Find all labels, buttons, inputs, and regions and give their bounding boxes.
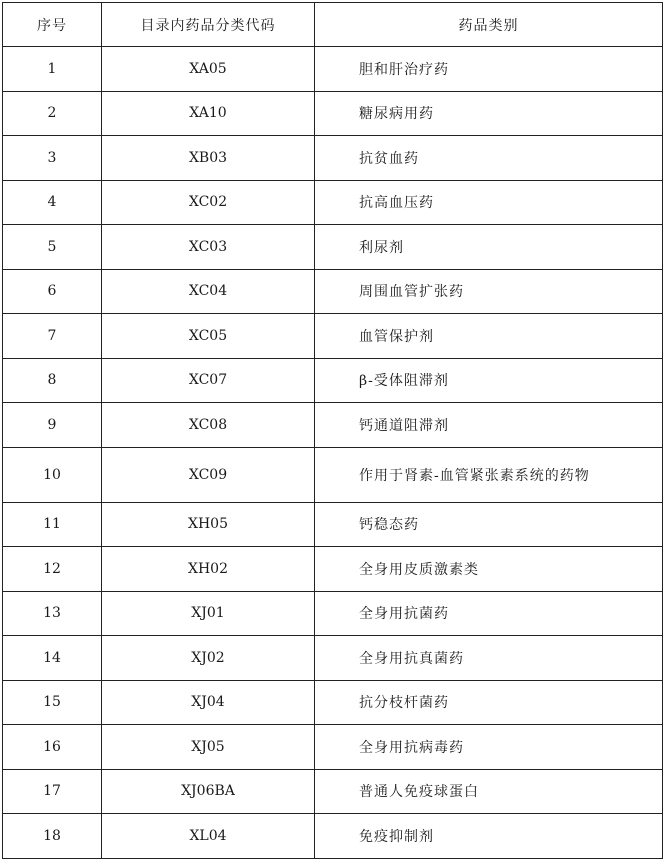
table-row: [3, 814, 663, 859]
table-row: [3, 502, 663, 547]
table-row: [3, 47, 663, 92]
table-row: [3, 358, 663, 403]
row-category: 免疫抑制剂: [315, 814, 663, 859]
row-code: XC04: [102, 269, 315, 314]
row-code: XL04: [102, 814, 315, 859]
row-code: XJ06BA: [102, 769, 315, 814]
row-number: 6: [3, 269, 102, 314]
row-number: 12: [3, 547, 102, 592]
row-code: XC05: [102, 314, 315, 359]
table-row: [3, 225, 663, 270]
row-code: XC07: [102, 358, 315, 403]
table-row: [3, 314, 663, 359]
row-category: 全身用抗真菌药: [315, 636, 663, 681]
row-number: 18: [3, 814, 102, 859]
row-category: 全身用皮质激素类: [315, 547, 663, 592]
header-category: 药品类别: [315, 3, 663, 47]
row-number: 14: [3, 636, 102, 681]
table-header: [3, 3, 663, 47]
drug-category-table: [2, 2, 663, 859]
row-number: 9: [3, 403, 102, 448]
table-row: [3, 680, 663, 725]
row-number: 4: [3, 180, 102, 225]
row-number: 13: [3, 591, 102, 636]
row-code: XC09: [102, 447, 315, 502]
row-category: 作用于肾素-血管紧张素系统的药物: [315, 447, 663, 502]
row-category: 钙通道阻滞剂: [315, 403, 663, 448]
row-code: XA05: [102, 47, 315, 92]
row-code: XJ02: [102, 636, 315, 681]
header-row: [3, 3, 663, 47]
table-row: [3, 725, 663, 770]
row-number: 11: [3, 502, 102, 547]
row-category: 抗贫血药: [315, 136, 663, 181]
row-category: 普通人免疫球蛋白: [315, 769, 663, 814]
row-category: 周围血管扩张药: [315, 269, 663, 314]
table-row: [3, 403, 663, 448]
row-number: 3: [3, 136, 102, 181]
row-number: 1: [3, 47, 102, 92]
row-code: XC03: [102, 225, 315, 270]
row-code: XH02: [102, 547, 315, 592]
row-code: XA10: [102, 91, 315, 136]
row-code: XJ01: [102, 591, 315, 636]
row-number: 16: [3, 725, 102, 770]
row-number: 5: [3, 225, 102, 270]
table-row: [3, 591, 663, 636]
header-code: 目录内药品分类代码: [102, 3, 315, 47]
row-number: 10: [3, 447, 102, 502]
row-category: 胆和肝治疗药: [315, 47, 663, 92]
table-row: [3, 180, 663, 225]
table-row: [3, 547, 663, 592]
row-category: 全身用抗病毒药: [315, 725, 663, 770]
header-number: 序号: [3, 3, 102, 47]
table-row: [3, 269, 663, 314]
row-code: XJ05: [102, 725, 315, 770]
table-body: [3, 47, 663, 859]
row-code: XJ04: [102, 680, 315, 725]
row-category: 抗高血压药: [315, 180, 663, 225]
row-category: 糖尿病用药: [315, 91, 663, 136]
table-row: [3, 447, 663, 502]
table-row: [3, 136, 663, 181]
row-category: 利尿剂: [315, 225, 663, 270]
row-number: 2: [3, 91, 102, 136]
row-category: 全身用抗菌药: [315, 591, 663, 636]
row-code: XB03: [102, 136, 315, 181]
table-row: [3, 91, 663, 136]
row-category: β-受体阻滞剂: [315, 358, 663, 403]
row-category: 钙稳态药: [315, 502, 663, 547]
row-number: 15: [3, 680, 102, 725]
table-row: [3, 636, 663, 681]
row-code: XH05: [102, 502, 315, 547]
row-code: XC08: [102, 403, 315, 448]
row-code: XC02: [102, 180, 315, 225]
row-number: 8: [3, 358, 102, 403]
row-category: 血管保护剂: [315, 314, 663, 359]
row-number: 7: [3, 314, 102, 359]
table-row: [3, 769, 663, 814]
row-number: 17: [3, 769, 102, 814]
row-category: 抗分枝杆菌药: [315, 680, 663, 725]
